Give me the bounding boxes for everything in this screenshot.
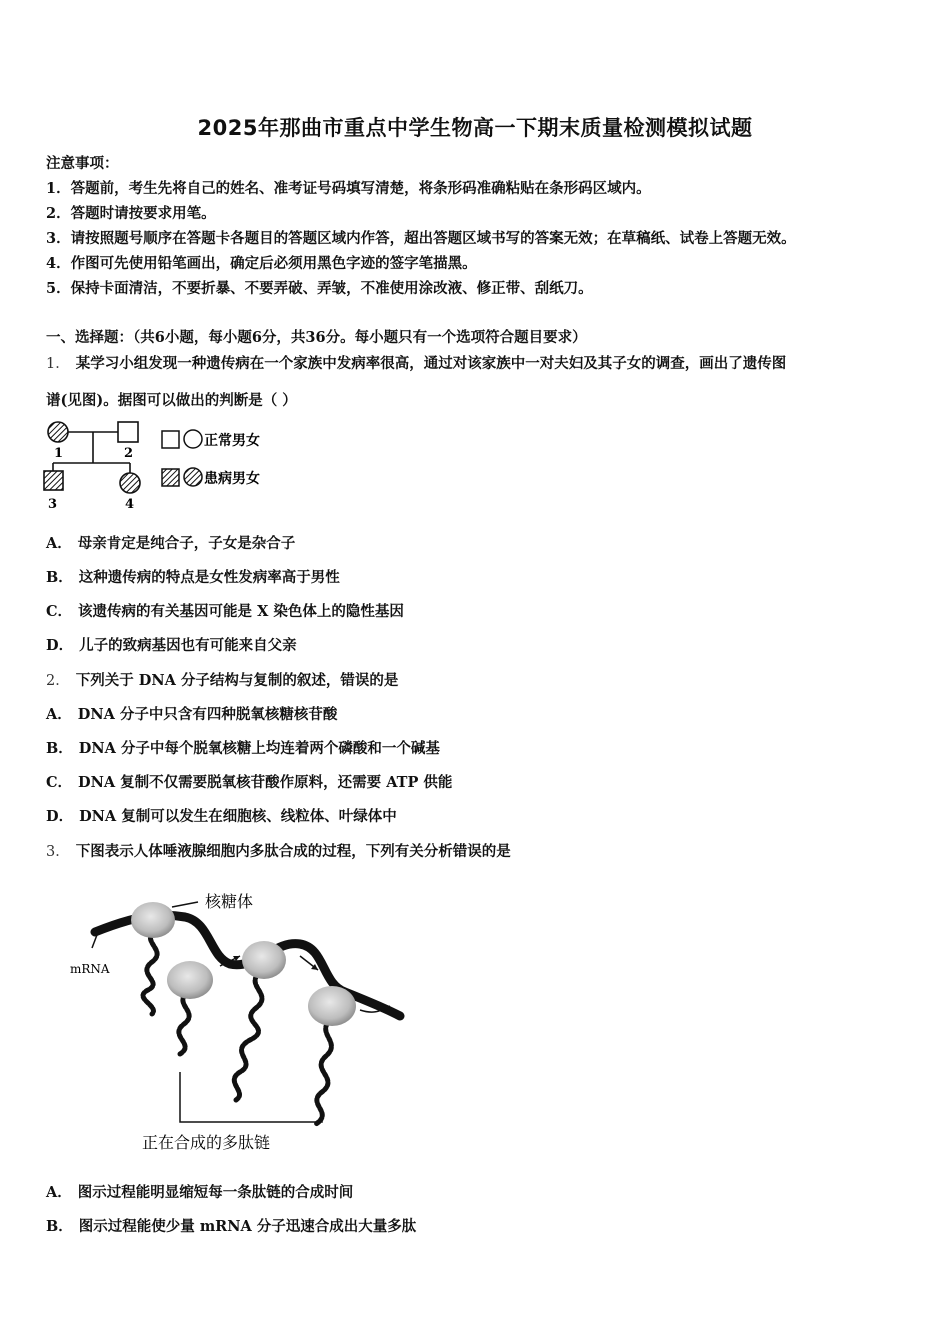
question-3 (46, 840, 511, 861)
legend-normal-male-icon (162, 431, 179, 448)
question-1-number: 1． (46, 356, 70, 372)
peptide-chain-1 (143, 930, 157, 1014)
pedigree-father-normal (118, 422, 138, 442)
pedigree-label-4: 4 (125, 497, 135, 512)
peptide-chain-4 (316, 1020, 331, 1124)
notice-item-1: 1．答题前，考生先将自己的姓名、准考证号码填写清楚，将条形码准确粘贴在条形码区域内。 (46, 180, 651, 197)
question-3-number: 3． (46, 844, 70, 860)
pedigree-daughter-affected (120, 473, 140, 493)
question-1-line-2: 谱(见图)。据图可以做出的判断是（ ） (46, 392, 297, 409)
notice-item-2: 2．答题时请按要求用笔。 (46, 205, 216, 222)
legend-normal-female-icon (184, 430, 202, 448)
notice-item-4: 4．作图可先使用铅笔画出，确定后必须用黑色字迹的签字笔描黑。 (46, 255, 477, 272)
legend-affected-male-icon (162, 469, 179, 486)
peptide-chain-2 (179, 992, 189, 1054)
pedigree-label-3: 3 (48, 497, 58, 512)
page-title: 2025年那曲市重点中学生物高一下期末质量检测模拟试题 (197, 116, 753, 140)
legend-affected-female-icon (184, 468, 202, 486)
mrna-label: mRNA (70, 962, 110, 976)
q3-option-b: B． 图示过程能使少量 mRNA 分子迅速合成出大量多肽 (46, 1218, 417, 1235)
q1-option-d: D． 儿子的致病基因也有可能来自父亲 (46, 637, 297, 654)
q2-option-b: B． DNA 分子中每个脱氧核糖上均连着两个磷酸和一个碱基 (46, 740, 440, 757)
ribosome-label: 核糖体 (205, 892, 254, 911)
peptide-chain-3 (234, 972, 262, 1100)
question-1-line-1 (46, 352, 786, 373)
section-heading: 一、选择题：（共6小题，每小题6分，共36分。每小题只有一个选项符合题目要求） (46, 329, 587, 346)
peptide-bracket (180, 1072, 322, 1122)
notice-item-3: 3．请按照题号顺序在答题卡各题目的答题区域内作答，超出答题区域书写的答案无效；在草稿纸、试卷上答题无效。 (46, 230, 796, 247)
pedigree-son-affected (44, 471, 63, 490)
q1-option-c: C． 该遗传病的有关基因可能是 X 染色体上的隐性基因 (46, 603, 404, 620)
question-3-text: 下图表示人体唾液腺细胞内多肽合成的过程，下列有关分析错误的是 (75, 843, 511, 860)
question-2-number: 2． (46, 673, 70, 689)
q2-option-a: A． DNA 分子中只含有四种脱氧核糖核苷酸 (46, 706, 338, 723)
notice-item-5: 5．保持卡面清洁，不要折暴、不要弄破、弄皱，不准使用涂改液、修正带、刮纸刀。 (46, 280, 593, 297)
ribosome-2 (167, 961, 213, 999)
ribosome-pointer (172, 902, 198, 907)
notice-heading: 注意事项： (46, 155, 119, 172)
ribosome-3 (242, 941, 286, 979)
q2-option-c: C． DNA 复制不仅需要脱氧核苷酸作原料，还需要 ATP 供能 (46, 774, 453, 791)
q2-option-d: D． DNA 复制可以发生在细胞核、线粒体、叶绿体中 (46, 808, 397, 825)
pedigree-chart (40, 414, 290, 514)
pedigree-label-1: 1 (54, 446, 64, 461)
polysome-figure (60, 882, 420, 1157)
q3-option-a: A． 图示过程能明显缩短每一条肽链的合成时间 (46, 1184, 354, 1201)
pedigree-mother-affected (48, 422, 68, 442)
legend-affected-label: 患病男女 (204, 471, 260, 487)
question-1-text: 某学习小组发现一种遗传病在一个家族中发病率很高，通过对该家族中一对夫妇及其子女的调查，画出了遗传图 (75, 355, 787, 372)
legend-normal-label: 正常男女 (204, 433, 260, 449)
question-2-text: 下列关于 DNA 分子结构与复制的叙述，错误的是 (75, 672, 399, 689)
peptide-label: 正在合成的多肽链 (142, 1133, 271, 1152)
question-2 (46, 669, 398, 690)
q1-option-a: A． 母亲肯定是纯合子，子女是杂合子 (46, 535, 296, 552)
q1-option-b: B． 这种遗传病的特点是女性发病率高于男性 (46, 569, 340, 586)
pedigree-label-2: 2 (124, 446, 134, 461)
ribosome-1 (131, 902, 175, 938)
ribosome-4 (308, 986, 356, 1026)
